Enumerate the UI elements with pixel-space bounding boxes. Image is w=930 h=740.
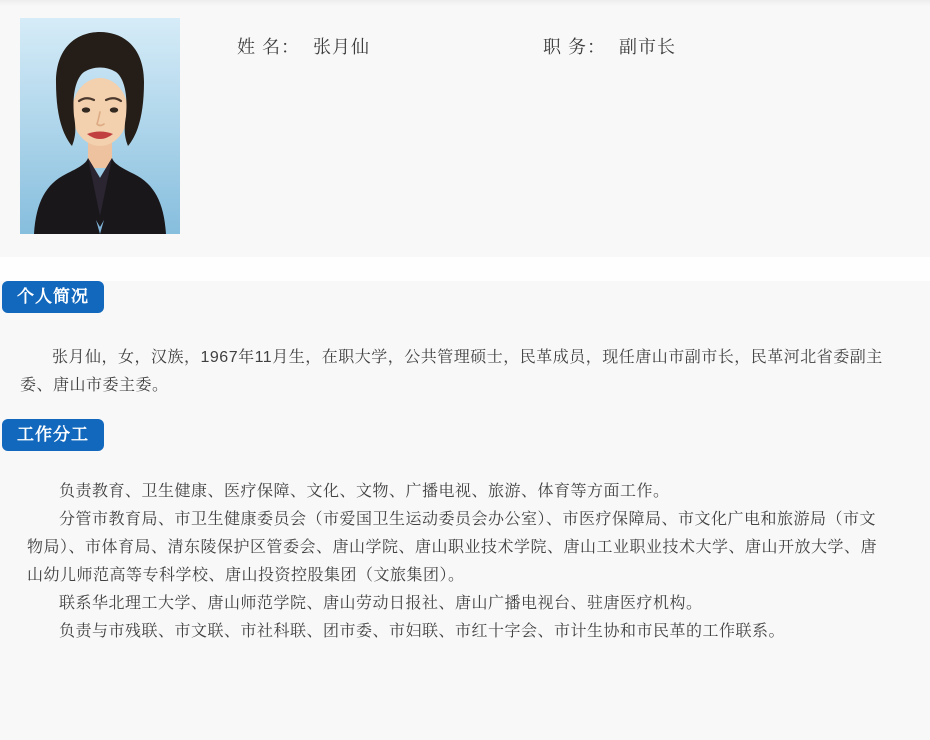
official-photo bbox=[20, 18, 180, 234]
personal-profile-paragraph: 张月仙，女，汉族，1967年11月生，在职大学，公共管理硕士，民革成员，现任唐山市副市长，民革河北省委副主委、唐山市委主委。 bbox=[20, 349, 883, 394]
work-paragraph: 负责与市残联、市文联、市社科联、团市委、市妇联、市红十字会、市计生协和市民革的工作联系。 bbox=[59, 623, 786, 640]
title-label: 职 务： bbox=[543, 37, 607, 57]
section-badge-work-division: 工作分工 bbox=[2, 419, 104, 451]
work-paragraph: 分管市教育局、市卫生健康委员会（市爱国卫生运动委员会办公室）、市医疗保障局、市文化广电和旅游局（市文物局）、市体育局、清东陵保护区管委会、唐山学院、唐山职业技术学院、唐山工业职业技术大学、唐山开放大学、唐山幼儿师范高等专科学校、唐山投资控股集团（文旅集团）。 bbox=[27, 511, 878, 584]
name-row bbox=[237, 33, 370, 59]
portrait-illustration bbox=[20, 18, 180, 234]
profile-header bbox=[0, 0, 930, 257]
work-division-section bbox=[0, 400, 930, 646]
work-paragraph: 负责教育、卫生健康、医疗保障、文化、文物、广播电视、旅游、体育等方面工作。 bbox=[59, 483, 670, 500]
title-row bbox=[543, 33, 676, 59]
name-label: 姓 名： bbox=[237, 37, 301, 57]
name-value: 张月仙 bbox=[313, 37, 371, 57]
section-divider bbox=[0, 257, 930, 281]
personal-profile-section bbox=[0, 281, 930, 400]
title-value: 副市长 bbox=[619, 37, 677, 57]
section-badge-personal-profile: 个人简况 bbox=[2, 281, 104, 313]
work-paragraph: 联系华北理工大学、唐山师范学院、唐山劳动日报社、唐山广播电视台、驻唐医疗机构。 bbox=[59, 595, 703, 612]
profile-body bbox=[0, 281, 930, 740]
